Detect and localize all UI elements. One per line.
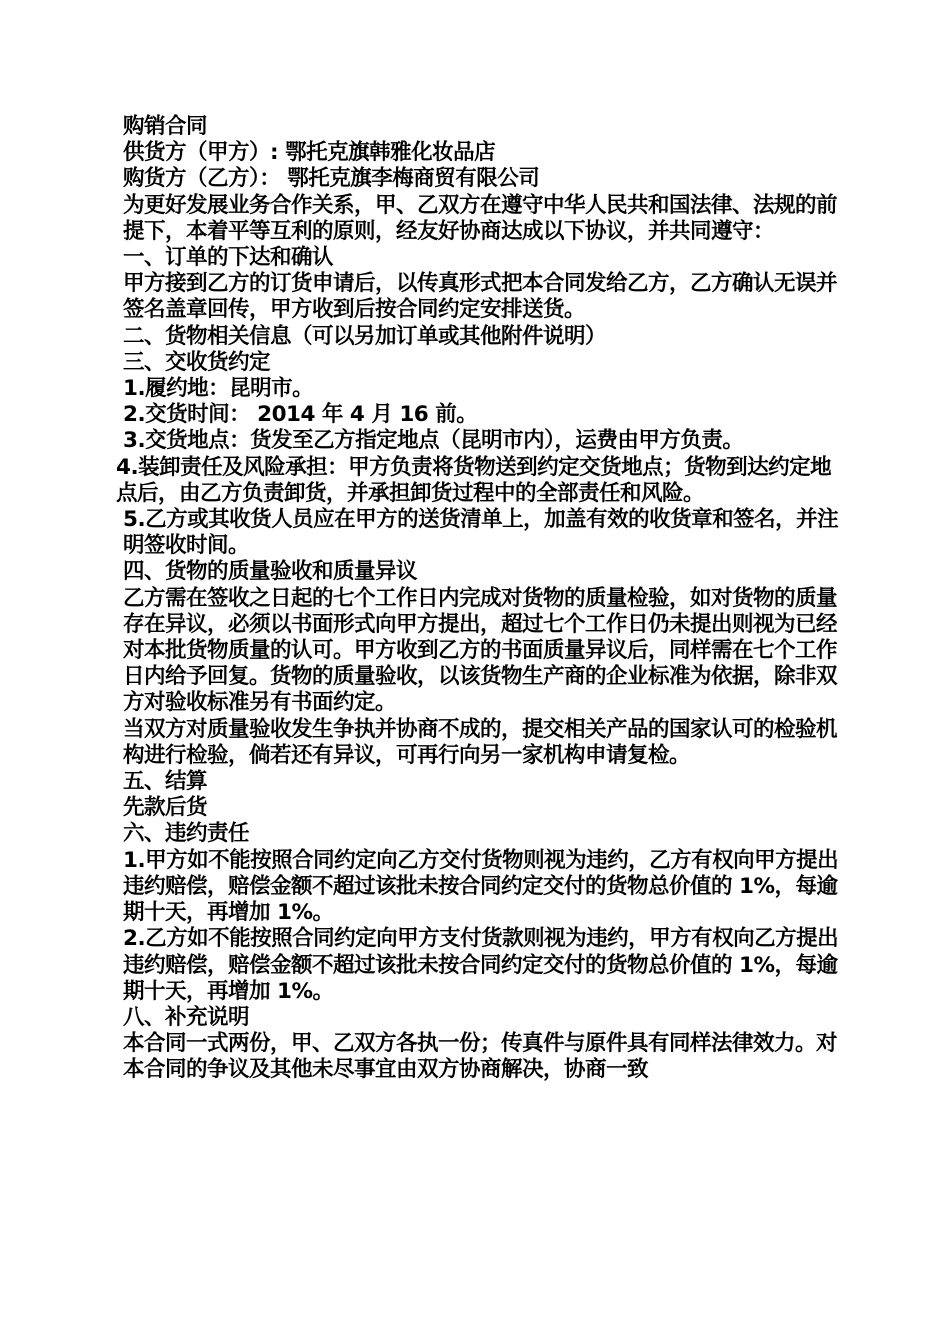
section-8-heading: 八、补充说明 [123, 1004, 250, 1030]
supplier-line: 供货方（甲方）: 鄂托克旗韩雅化妆品店 [123, 140, 496, 166]
section-4-body-1: 乙方需在签收之日起的七个工作日内完成对货物的质量检验，如对货物的质量存在异议，必须以书面形式向甲方提出，超过七个工作日仍未提出则视为已经对本批货物质量的认可。甲方收到乙方的书面质量异议后，同样需在七个工作日内给予回复。货物的质量验收，以该货物生产商的企业标准为依据，除非双方对验收标准另有书面约定。 [123, 585, 838, 716]
intro-paragraph: 为更好发展业务合作关系，甲、乙双方在遵守中华人民共和国法律、法规的前提下，本着平等互利的原则，经友好协商达成以下协议，并共同遵守： [123, 192, 838, 244]
contract-document [116, 114, 840, 1084]
section-6-heading: 六、违约责任 [123, 821, 250, 847]
section-1-body: 甲方接到乙方的订货申请后，以传真形式把本合同发给乙方，乙方确认无误并签名盖章回传，甲方收到后按合同约定安排送货。 [123, 271, 838, 323]
section-4-body-2: 当双方对质量验收发生争执并协商不成的，提交相关产品的国家认可的检验机构进行检验，倘若还有异议，可再行向另一家机构申请复检。 [123, 716, 838, 768]
section-6-item-1: 1.甲方如不能按照合同约定向乙方交付货物则视为违约，乙方有权向甲方提出违约赔偿，赔偿金额不超过该批未按合同约定交付的货物总价值的 1%，每逾期十天，再增加 1%。 [123, 847, 839, 926]
section-6-item-2: 2.乙方如不能按照合同约定向甲方支付货款则视为违约，甲方有权向乙方提出违约赔偿，赔偿金额不超过该批未按合同约定交付的货物总价值的 1%，每逾期十天，再增加 1%。 [123, 926, 839, 1004]
section-3-heading: 三、交收货约定 [123, 349, 271, 375]
section-4-heading: 四、货物的质量验收和质量异议 [123, 559, 418, 585]
section-3-item-2: 2.交货时间： 2014 年 4 月 16 前。 [123, 402, 478, 428]
section-1-heading: 一、订单的下达和确认 [123, 245, 334, 271]
section-3-item-3: 3.交货地点：货发至乙方指定地点（昆明市内），运费由甲方负责。 [123, 428, 744, 454]
buyer-line: 购货方（乙方）： 鄂托克旗李梅商贸有限公司 [123, 166, 540, 192]
contract-title: 购销合同 [123, 114, 208, 139]
section-8-body: 本合同一式两份，甲、乙双方各执一份；传真件与原件具有同样法律效力。对本合同的争议及其他未尽事宜由双方协商解决，协商一致 [123, 1031, 838, 1083]
section-3-item-4: 4.装卸责任及风险承担：甲方负责将货物送到约定交货地点；货物到达约定地点后，由乙方负责卸货，并承担卸货过程中的全部责任和风险。 [116, 454, 832, 506]
section-5-body: 先款后货 [123, 795, 208, 821]
section-3-item-5: 5.乙方或其收货人员应在甲方的送货清单上，加盖有效的收货章和签名，并注明签收时间。 [123, 507, 839, 559]
section-5-heading: 五、结算 [123, 769, 208, 795]
section-2-heading: 二、货物相关信息（可以另加订单或其他附件说明） [123, 323, 607, 349]
section-3-item-1: 1.履约地：昆明市。 [123, 376, 314, 402]
